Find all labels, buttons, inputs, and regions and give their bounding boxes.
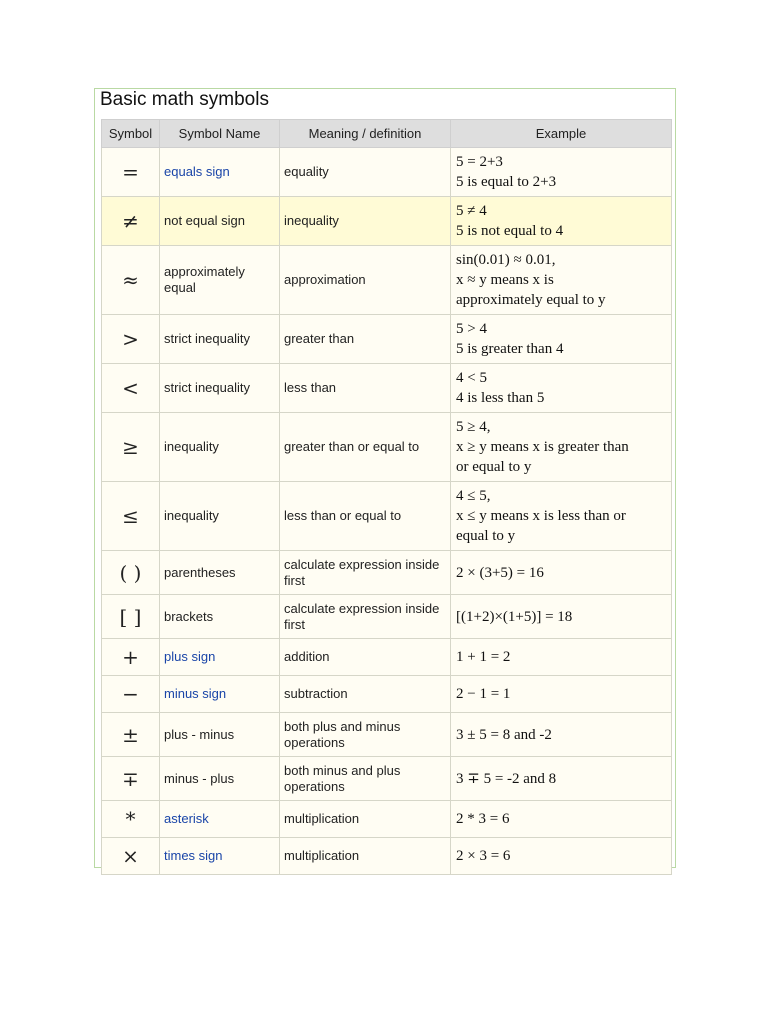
example-line: 4 < 5 [456, 370, 487, 386]
table-row [102, 801, 672, 838]
symbol-cell: * [102, 801, 160, 838]
table-row [102, 197, 672, 246]
symbol-name-link[interactable]: asterisk [160, 801, 280, 838]
example-line: 2 − 1 = 1 [456, 686, 511, 702]
example-line: 4 is less than 5 [456, 390, 545, 406]
meaning-cell: inequality [280, 197, 451, 246]
symbol-name: approximately equal [160, 246, 280, 315]
symbol-name: strict inequality [160, 364, 280, 413]
symbol-cell: − [102, 676, 160, 713]
example-line: x ≈ y means x is [456, 272, 554, 288]
table-row [102, 838, 672, 875]
table-row [102, 757, 672, 801]
table-row [102, 639, 672, 676]
meaning-cell: both plus and minus operations [280, 713, 451, 757]
example-cell [451, 757, 672, 801]
symbol-cell: [ ] [102, 595, 160, 639]
example-line: [(1+2)×(1+5)] = 18 [456, 608, 573, 625]
meaning-cell: addition [280, 639, 451, 676]
header-example: Example [451, 120, 672, 148]
page-title: Basic math symbols [100, 89, 269, 110]
example-line: 2 × 3 = 6 [456, 848, 511, 864]
table-row [102, 246, 672, 315]
example-line: equal to y [456, 528, 516, 544]
symbols-table [101, 119, 672, 875]
example-line: 5 ≠ 4 [456, 203, 487, 219]
example-cell [451, 413, 672, 482]
example-line: approximately equal to y [456, 292, 606, 308]
example-line: 5 is equal to 2+3 [456, 174, 557, 190]
meaning-cell: multiplication [280, 838, 451, 875]
example-cell [451, 595, 672, 639]
symbol-name-link[interactable]: minus sign [160, 676, 280, 713]
symbol-cell: ≠ [102, 197, 160, 246]
symbol-name: plus - minus [160, 713, 280, 757]
example-line: x ≤ y means x is less than or [456, 508, 626, 524]
symbol-name-link[interactable]: equals sign [160, 148, 280, 197]
symbol-cell: × [102, 838, 160, 875]
example-cell [451, 713, 672, 757]
table-row [102, 595, 672, 639]
example-line: 5 is not equal to 4 [456, 223, 564, 239]
symbol-name: strict inequality [160, 315, 280, 364]
meaning-cell: less than or equal to [280, 482, 451, 551]
example-line: 1 + 1 = 2 [456, 649, 511, 665]
example-line: 5 = 2+3 [456, 154, 503, 170]
header-symbol-name: Symbol Name [160, 120, 280, 148]
header-meaning: Meaning / definition [280, 120, 451, 148]
math-symbols-panel [94, 88, 676, 868]
table-row [102, 315, 672, 364]
example-line: 2 * 3 = 6 [456, 811, 510, 827]
symbol-cell: ∓ [102, 757, 160, 801]
meaning-cell: equality [280, 148, 451, 197]
meaning-cell: multiplication [280, 801, 451, 838]
example-line: 2 × (3+5) = 16 [456, 564, 544, 581]
example-line: 5 ≥ 4, [456, 419, 491, 435]
example-line: sin(0.01) ≈ 0.01, [456, 252, 556, 268]
example-line: 4 ≤ 5, [456, 488, 491, 504]
symbol-name-link[interactable]: times sign [160, 838, 280, 875]
symbol-cell: + [102, 639, 160, 676]
symbol-cell: ≤ [102, 482, 160, 551]
example-cell [451, 639, 672, 676]
meaning-cell: approximation [280, 246, 451, 315]
example-line: 5 is greater than 4 [456, 341, 564, 357]
symbol-cell: ± [102, 713, 160, 757]
symbol-cell: < [102, 364, 160, 413]
table-row [102, 364, 672, 413]
symbol-cell: ≥ [102, 413, 160, 482]
table-row [102, 148, 672, 197]
meaning-cell: calculate expression inside first [280, 551, 451, 595]
example-line: 3 ± 5 = 8 and -2 [456, 726, 552, 743]
example-line: or equal to y [456, 459, 532, 475]
table-row [102, 676, 672, 713]
symbol-name-link[interactable]: plus sign [160, 639, 280, 676]
example-cell [451, 315, 672, 364]
example-cell [451, 801, 672, 838]
symbol-name: not equal sign [160, 197, 280, 246]
example-cell [451, 197, 672, 246]
symbol-name: inequality [160, 482, 280, 551]
meaning-cell: both minus and plus operations [280, 757, 451, 801]
meaning-cell: greater than [280, 315, 451, 364]
symbol-cell: ( ) [102, 551, 160, 595]
table-row [102, 413, 672, 482]
example-cell [451, 676, 672, 713]
meaning-cell: calculate expression inside first [280, 595, 451, 639]
meaning-cell: subtraction [280, 676, 451, 713]
symbol-name: minus - plus [160, 757, 280, 801]
symbol-cell: = [102, 148, 160, 197]
meaning-cell: less than [280, 364, 451, 413]
symbol-name: inequality [160, 413, 280, 482]
table-row [102, 713, 672, 757]
symbol-cell: ≈ [102, 246, 160, 315]
header-symbol: Symbol [102, 120, 160, 148]
example-cell [451, 482, 672, 551]
table-row [102, 551, 672, 595]
example-cell [451, 246, 672, 315]
symbol-name: brackets [160, 595, 280, 639]
table-row [102, 482, 672, 551]
meaning-cell: greater than or equal to [280, 413, 451, 482]
example-cell [451, 551, 672, 595]
example-line: 5 > 4 [456, 321, 487, 337]
symbol-cell: > [102, 315, 160, 364]
example-line: x ≥ y means x is greater than [456, 439, 629, 455]
example-cell [451, 838, 672, 875]
example-cell [451, 148, 672, 197]
table-header-row [102, 120, 672, 148]
example-line: 3 ∓ 5 = -2 and 8 [456, 770, 557, 787]
symbol-name: parentheses [160, 551, 280, 595]
example-cell [451, 364, 672, 413]
